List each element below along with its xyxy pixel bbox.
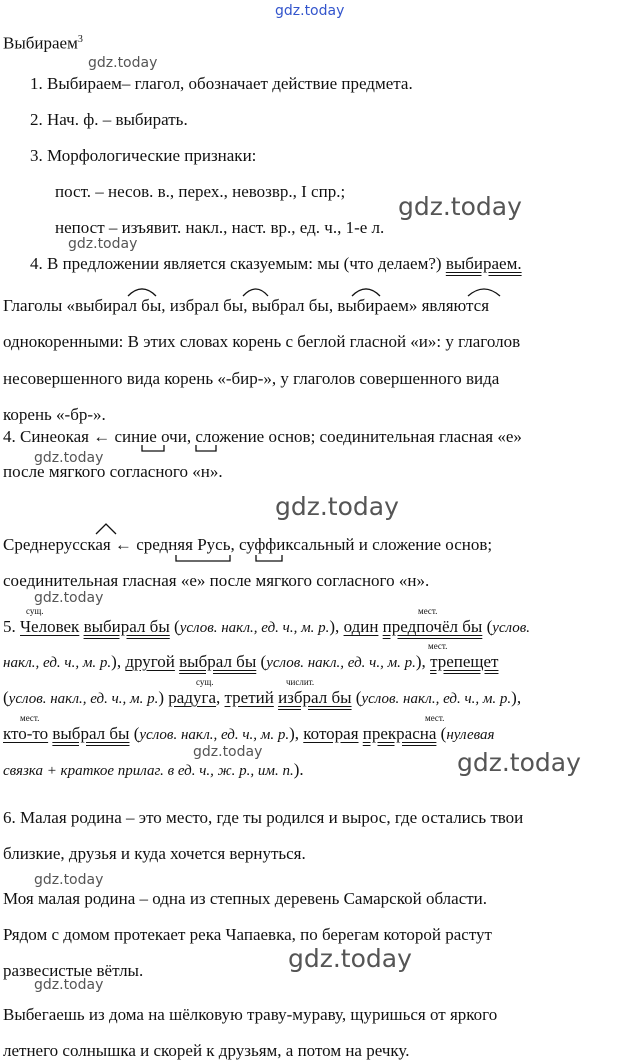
paragraph-line: Рядом с домом протекает река Чапаевка, по берегам которой растут — [3, 925, 492, 944]
paragraph-line: связка + краткое прилаг. в ед. ч., ж. р., им. п.). — [3, 760, 304, 779]
paragraph-line: (услов. накл., ед. ч., м. р.) радуга, третий избрал бы (услов. накл., ед. ч., м. р.), — [3, 688, 522, 707]
paragraph-line: Выбегаешь из дома на шёлковую траву-мураву, щуришься от яркого — [3, 1005, 498, 1024]
list-item: 2. Нач. ф. – выбирать. — [30, 110, 188, 129]
watermark: gdz.today — [34, 590, 104, 606]
annotation: числит. — [286, 677, 315, 687]
paragraph-line: близкие, друзья и куда хочется вернуться. — [3, 844, 306, 863]
paragraph-line: накл., ед. ч., м. р.), другой выбрал бы (услов. накл., ед. ч., м. р.), трепещет — [3, 652, 499, 671]
annotation: мест. — [20, 713, 40, 723]
annotation: мест. — [428, 641, 448, 651]
paragraph-line: корень «-бр-». — [3, 405, 106, 424]
watermark: gdz.today — [398, 192, 522, 221]
list-subitem: пост. – несов. в., перех., невозвр., I спр.; — [55, 182, 346, 201]
paragraph-line: соединительная гласная «е» после мягкого согласного «н». — [3, 571, 430, 590]
watermark: gdz.today — [88, 55, 158, 71]
annotation: мест. — [425, 713, 445, 723]
watermark: gdz.today — [34, 977, 104, 993]
paragraph-line: после мягкого согласного «н». — [3, 462, 223, 481]
root-brackets — [130, 443, 240, 455]
list-item: 4. В предложении является сказуемым: мы (что делаем?) выбираем. — [30, 254, 522, 273]
paragraph-line: Среднерусская ← средняя Русь, суффиксальный и сложение основ; — [3, 535, 493, 554]
paragraph-line: Моя малая родина – одна из степных деревень Самарской области. — [3, 889, 488, 908]
paragraph-line: 6. Малая родина – это место, где ты родился и вырос, где остались твои — [3, 808, 524, 827]
annotation: сущ. — [26, 606, 44, 616]
list-subitem: непост – изъявит. накл., наст. вр., ед. ч., 1-е л. — [55, 218, 385, 237]
paragraph-line: 4. Синеокая ← синие очи, сложение основ; соединительная гласная «е» — [3, 427, 522, 446]
page-title: Выбираем$^3$ — [3, 33, 83, 53]
paragraph-line: кто-то выбрал бы (услов. накл., ед. ч., м. р.), которая прекрасна (нулевая — [3, 724, 495, 743]
annotation: мест. — [418, 606, 438, 616]
watermark: gdz.today — [457, 748, 581, 777]
paragraph-line: летнего солнышка и скорей к друзьям, а потом на речку. — [3, 1041, 410, 1060]
list-item: 3. Морфологические признаки: — [30, 146, 257, 165]
watermark: gdz.today — [193, 744, 263, 760]
paragraph-line: 5. Человек выбирал бы (услов. накл., ед. ч., м. р.), один предпочёл бы (услов. — [3, 617, 531, 636]
watermark: gdz.today — [34, 872, 104, 888]
watermark: gdz.today — [34, 450, 104, 466]
watermark: gdz.today — [288, 944, 412, 973]
paragraph-line: несовершенного вида корень «-бир-», у глаголов совершенного вида — [3, 369, 500, 388]
watermark: gdz.today — [275, 492, 399, 521]
list-item: 1. Выбираем– глагол, обозначает действие предмета. — [30, 74, 413, 93]
annotation: сущ. — [196, 677, 214, 687]
root-brackets — [170, 553, 310, 565]
paragraph-line: Глаголы «выбирал бы, избрал бы, выбрал бы, выбираем» являются — [3, 296, 490, 315]
paragraph-line: развесистые вётлы. — [3, 961, 144, 980]
watermark-top: gdz.today — [275, 3, 345, 19]
stress-mark — [90, 520, 130, 536]
watermark: gdz.today — [68, 236, 138, 252]
paragraph-line: однокоренными: В этих словах корень с беглой гласной «и»: у глаголов — [3, 332, 521, 351]
